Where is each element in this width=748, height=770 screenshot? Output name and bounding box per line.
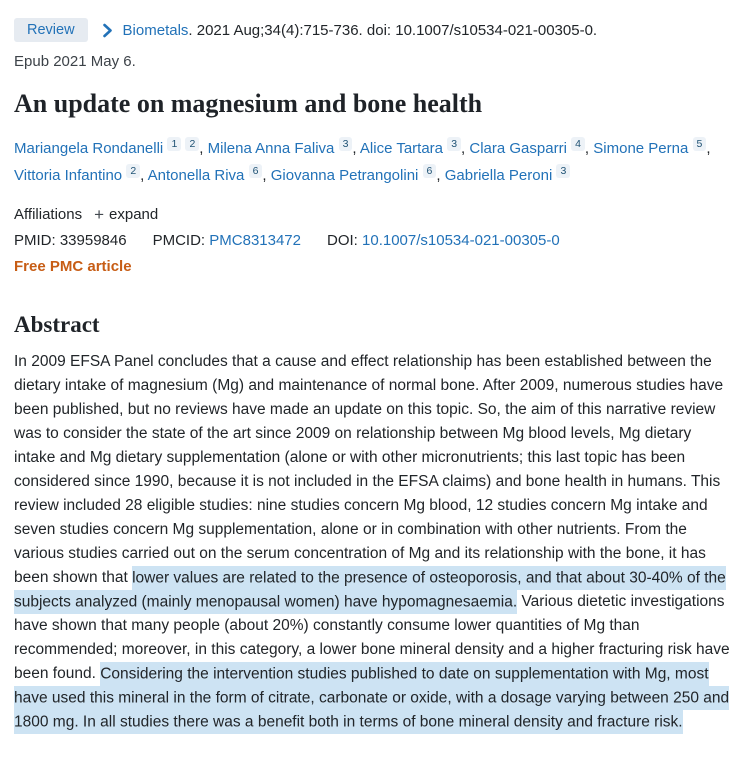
affiliation-superscript[interactable]: 3 bbox=[556, 164, 570, 178]
abstract-segment: Various dietetic investigations have shown that many people (about 20%) constantly consume lower quantities of Mg than recommended; moreover, in this category, a lower bone mineral density and a higher fracturing risk have been found. bbox=[14, 593, 730, 682]
author-separator: , bbox=[199, 140, 208, 157]
citation-detail: . 2021 Aug;34(4):715-736. bbox=[188, 21, 363, 39]
author-separator: , bbox=[436, 167, 445, 184]
author-separator: , bbox=[352, 140, 360, 157]
identifiers-row bbox=[14, 232, 734, 249]
affiliation-superscript[interactable]: 3 bbox=[447, 137, 461, 151]
abstract-heading: Abstract bbox=[14, 312, 100, 337]
doi-label: DOI: bbox=[327, 232, 358, 249]
chevron-right-icon bbox=[102, 23, 113, 38]
expand-label: expand bbox=[109, 206, 159, 223]
pmcid-link[interactable]: PMC8313472 bbox=[209, 232, 301, 249]
affiliation-superscript[interactable]: 2 bbox=[126, 164, 140, 178]
affiliation-superscript[interactable]: 1 bbox=[167, 137, 181, 151]
abstract-highlight: Considering the intervention studies published to date on supplementation with Mg, most have used this mineral in the form of citrate, carbonate or oxide, with a dosage varying between 250 and 1800 mg. In all studies there was a benefit both in terms of bone mineral density and fracture risk. bbox=[14, 662, 729, 734]
pmid-value: 33959846 bbox=[59, 232, 127, 249]
pmcid-label: PMCID: bbox=[152, 232, 206, 249]
citation-text bbox=[123, 22, 598, 39]
affiliations-row bbox=[14, 206, 734, 223]
pmid-label: PMID: bbox=[14, 232, 56, 249]
author-link[interactable]: Giovanna Petrangolini bbox=[270, 167, 419, 184]
authors-list bbox=[14, 135, 734, 189]
pmid-item bbox=[14, 232, 127, 249]
author-link[interactable]: Milena Anna Faliva bbox=[207, 140, 335, 157]
journal-link[interactable]: Biometals bbox=[122, 21, 189, 39]
citation-doi: doi: 10.1007/s10534-021-00305-0. bbox=[366, 21, 598, 39]
author-separator: , bbox=[140, 167, 148, 184]
affiliation-superscript[interactable]: 6 bbox=[423, 164, 437, 178]
author-separator: , bbox=[706, 140, 711, 157]
affiliation-superscript[interactable]: 6 bbox=[249, 164, 263, 178]
abstract-segment: In 2009 EFSA Panel concludes that a cause and effect relationship has been established between the dietary intake of magnesium (Mg) and maintenance of normal bone. After 2009, numerous studies have been published, but no reviews have made an update on this topic. So, the aim of this narrative review was to consider the state of the art since 2009 on relationship between Mg blood levels, Mg dietary intake and Mg dietary supplementation (alone or with other micronutrients; this last topic has been considered since 1990, because it is not included in the EFSA claims) and bone health in humans. This review included 28 eligible studies: nine studies concern Mg blood, 12 studies concern Mg intake and seven studies concern Mg supplementation, alone or in combination with other nutrients. From the various studies carried out on the serum concentration of Mg and its relationship with the bone, it has been shown that bbox=[14, 353, 724, 586]
affiliation-superscript[interactable]: 5 bbox=[693, 137, 707, 151]
plus-icon: + bbox=[94, 205, 105, 224]
abstract-text bbox=[14, 350, 734, 734]
publication-type-badge: Review bbox=[14, 18, 88, 42]
affiliation-superscript[interactable]: 3 bbox=[339, 137, 353, 151]
doi-link[interactable]: 10.1007/s10534-021-00305-0 bbox=[362, 232, 560, 249]
citation-row bbox=[14, 18, 734, 42]
author-separator: , bbox=[584, 140, 594, 157]
epub-date: Epub 2021 May 6. bbox=[14, 53, 136, 70]
author-link[interactable]: Gabriella Peroni bbox=[444, 167, 553, 184]
author-link[interactable]: Clara Gasparri bbox=[469, 140, 567, 157]
author-link[interactable]: Vittoria Infantino bbox=[14, 167, 123, 184]
doi-item bbox=[327, 232, 560, 249]
free-pmc-article-label: Free PMC article bbox=[14, 258, 132, 275]
pmcid-item bbox=[153, 232, 301, 249]
affiliations-expand-button[interactable] bbox=[94, 206, 158, 223]
author-link[interactable]: Antonella Riva bbox=[147, 167, 245, 184]
affiliation-superscript[interactable]: 2 bbox=[185, 137, 199, 151]
affiliation-superscript[interactable]: 4 bbox=[571, 137, 585, 151]
abstract-highlight: lower values are related to the presence of osteoporosis, and that about 30-40% of the subjects analyzed (mainly menopausal women) have hypomagnesaemia. bbox=[14, 566, 726, 614]
author-separator: , bbox=[461, 140, 470, 157]
author-link[interactable]: Mariangela Rondanelli bbox=[14, 140, 164, 157]
affiliations-label: Affiliations bbox=[14, 206, 83, 223]
article-title: An update on magnesium and bone health bbox=[14, 89, 483, 118]
author-separator: , bbox=[262, 167, 271, 184]
author-link[interactable]: Simone Perna bbox=[593, 140, 689, 157]
author-link[interactable]: Alice Tartara bbox=[359, 140, 444, 157]
